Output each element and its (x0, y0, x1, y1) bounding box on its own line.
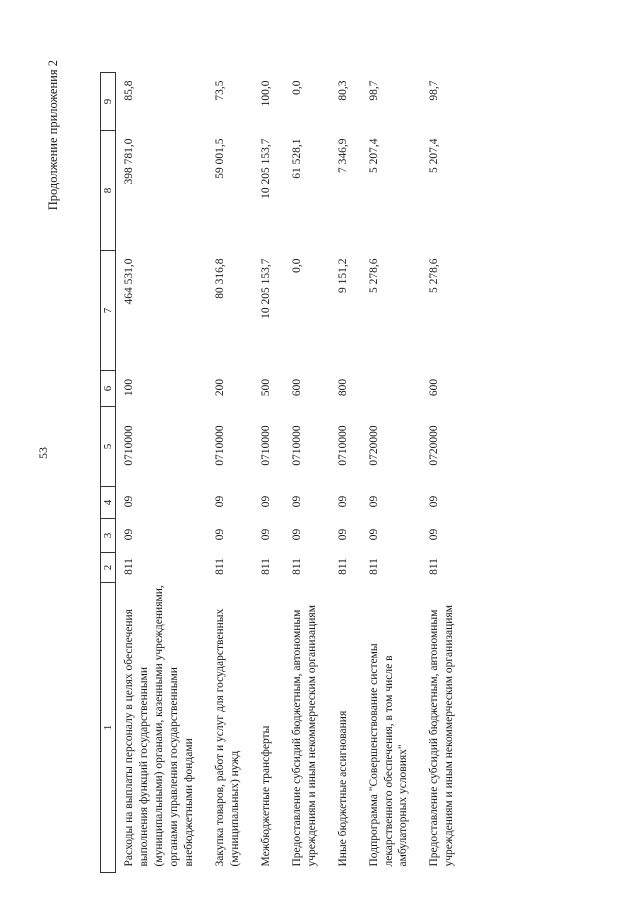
cell-section: 09 (259, 528, 272, 541)
cell-section: 09 (336, 528, 349, 541)
column-header: 1 (101, 583, 116, 873)
row-name: Предоставление субсидий бюджетным, автономным учреждениям и иным некоммерческим организациям (428, 605, 456, 867)
column-header: 6 (101, 371, 116, 407)
cell-executed: 59 001,5 (213, 138, 226, 179)
row-name: Закупка товаров, работ и услуг для государственных (муниципальных) нужд (213, 608, 241, 867)
cell-percent: 73,5 (213, 80, 226, 101)
column-header: 5 (101, 407, 116, 487)
cell-code: 811 (367, 558, 380, 575)
cell-target: 0710000 (123, 425, 136, 466)
table-row (207, 73, 253, 873)
cell-code: 811 (290, 558, 303, 575)
cell-planned: 5 278,6 (367, 258, 380, 293)
cell-target: 0710000 (213, 425, 226, 466)
cell-subsection: 09 (213, 495, 226, 508)
cell-subsection: 09 (123, 495, 136, 508)
table-row (361, 73, 422, 873)
cell-percent: 85,8 (123, 80, 136, 101)
cell-executed: 7 346,9 (336, 138, 349, 173)
column-header: 7 (101, 251, 116, 371)
cell-type: 500 (259, 378, 272, 397)
cell-percent: 98,7 (428, 80, 441, 101)
cell-section: 09 (123, 528, 136, 541)
cell-target: 0720000 (367, 425, 380, 466)
budget-table (100, 72, 467, 873)
column-header: 9 (101, 73, 116, 131)
header-row (101, 73, 116, 873)
cell-code: 811 (123, 558, 136, 575)
cell-planned: 10 205 153,7 (259, 258, 272, 319)
cell-type: 800 (336, 378, 349, 397)
cell-type: 600 (290, 378, 303, 397)
row-name: Предоставление субсидий бюджетным, автономным учреждениям и иным некоммерческим организациям (290, 605, 318, 867)
cell-target: 0710000 (290, 425, 303, 466)
cell-subsection: 09 (367, 495, 380, 508)
cell-type: 600 (428, 378, 441, 397)
table-row (330, 73, 361, 873)
table-row (253, 73, 284, 873)
cell-subsection: 09 (336, 495, 349, 508)
cell-type (361, 371, 422, 407)
row-name: Межбюджетные трансферты (259, 725, 272, 867)
cell-section: 09 (367, 528, 380, 541)
cell-target: 0710000 (259, 425, 272, 466)
cell-code: 811 (213, 558, 226, 575)
column-header: 8 (101, 131, 116, 251)
cell-subsection: 09 (259, 495, 272, 508)
table-row (284, 73, 330, 873)
cell-section: 09 (290, 528, 303, 541)
cell-executed: 5 207,4 (428, 138, 441, 173)
column-header: 4 (101, 487, 116, 519)
cell-code: 811 (336, 558, 349, 575)
cell-executed: 10 205 153,7 (259, 138, 272, 199)
cell-planned: 5 278,6 (428, 258, 441, 293)
cell-subsection: 09 (428, 495, 441, 508)
cell-type: 200 (213, 378, 226, 397)
cell-executed: 61 528,1 (290, 138, 303, 179)
cell-section: 09 (213, 528, 226, 541)
column-header: 3 (101, 519, 116, 553)
cell-percent: 80,3 (336, 80, 349, 101)
row-name: Иные бюджетные ассигнования (336, 710, 349, 867)
cell-target: 0720000 (428, 425, 441, 466)
cell-target: 0710000 (336, 425, 349, 466)
appendix-caption: Продолжение приложения 2 (46, 60, 60, 211)
table-row (421, 73, 467, 873)
cell-percent: 0,0 (290, 80, 303, 95)
cell-planned: 0,0 (290, 258, 303, 273)
row-name: Расходы на выплаты персоналу в целях обеспечения выполнения функций государственными (муниципальными) органами, казенными учреждениями, органами управления государственными внебюджетными фондами (123, 585, 196, 867)
cell-type: 100 (123, 378, 136, 397)
cell-executed: 398 781,0 (123, 138, 136, 185)
cell-subsection: 09 (290, 495, 303, 508)
cell-planned: 80 316,8 (213, 258, 226, 299)
cell-section: 09 (428, 528, 441, 541)
cell-planned: 9 151,2 (336, 258, 349, 293)
table-row (116, 73, 207, 873)
cell-executed: 5 207,4 (367, 138, 380, 173)
column-header: 2 (101, 553, 116, 583)
cell-percent: 98,7 (367, 80, 380, 101)
cell-code: 811 (259, 558, 272, 575)
cell-planned: 464 531,0 (123, 258, 136, 305)
row-name: Подпрограмма "Совершенствование системы лекарственного обеспечения, в том числе в амбулаторных условиях" (367, 643, 410, 867)
page-number: 53 (36, 447, 50, 459)
cell-code: 811 (428, 558, 441, 575)
cell-percent: 100,0 (259, 80, 272, 107)
